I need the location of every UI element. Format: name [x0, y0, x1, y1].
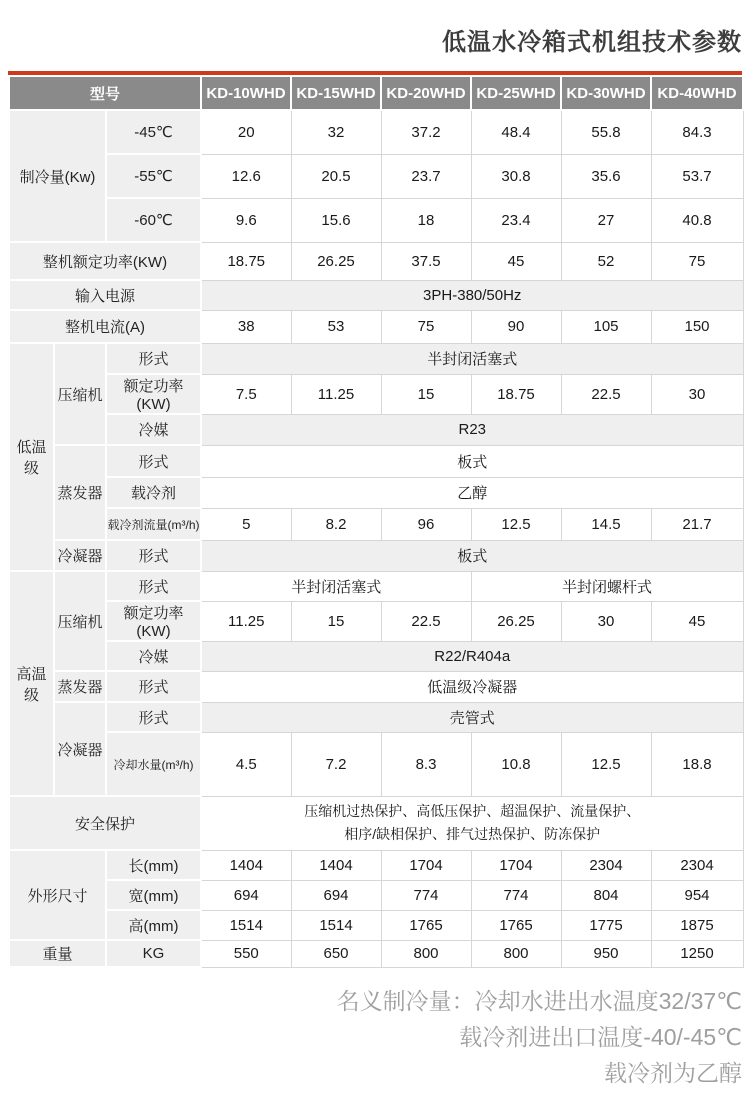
- flow-value-cell: 8.2: [291, 508, 381, 540]
- row-label-cell: 额定功率(KW): [106, 374, 201, 414]
- current-value-cell: 150: [651, 310, 743, 343]
- high-power-value-cell: 26.25: [471, 601, 561, 641]
- rated-power-value-cell: 45: [471, 242, 561, 280]
- weight-unit-cell: KG: [106, 940, 201, 967]
- capacity-value-cell: 35.6: [561, 154, 651, 198]
- capacity-value-cell: 9.6: [201, 198, 291, 242]
- current-row: [9, 310, 743, 343]
- high-compressor-type-left-cell: 半封闭活塞式: [201, 571, 471, 601]
- capacity-value-cell: 30.8: [471, 154, 561, 198]
- row-label-cell: 长(mm): [106, 850, 201, 880]
- model-header-cell: 型号: [9, 76, 201, 110]
- footnote-line: 名义制冷量：冷却水进出水温度32/37℃: [336, 988, 742, 1014]
- capacity-value-cell: 18: [381, 198, 471, 242]
- row-label-cell: 高(mm): [106, 910, 201, 940]
- dimension-value-cell: 1875: [651, 910, 743, 940]
- water-value-cell: 8.3: [381, 732, 471, 796]
- low-refrigerant-row: [9, 414, 743, 445]
- model-name-cell: KD-25WHD: [471, 76, 561, 110]
- dimension-value-cell: 804: [561, 880, 651, 910]
- low-evaporator-type-value-cell: 板式: [201, 445, 743, 477]
- weight-value-cell: 950: [561, 940, 651, 967]
- dimension-width-row: [9, 880, 743, 910]
- row-label-cell: 形式: [106, 540, 201, 571]
- capacity-label-cell: 制冷量(Kw): [9, 110, 106, 242]
- current-value-cell: 75: [381, 310, 471, 343]
- dimension-value-cell: 2304: [561, 850, 651, 880]
- water-value-cell: 18.8: [651, 732, 743, 796]
- dimension-value-cell: 774: [381, 880, 471, 910]
- high-condenser-label-cell: 冷凝器: [54, 702, 106, 796]
- capacity-value-cell: 37.2: [381, 110, 471, 154]
- current-label-cell: 整机电流(A): [9, 310, 201, 343]
- weight-value-cell: 1250: [651, 940, 743, 967]
- capacity-value-cell: 84.3: [651, 110, 743, 154]
- dimension-height-row: [9, 910, 743, 940]
- capacity-value-cell: 23.7: [381, 154, 471, 198]
- page-title: 低温水冷箱式机组技术参数: [442, 29, 742, 56]
- high-compressor-label-cell: 压缩机: [54, 571, 106, 671]
- weight-value-cell: 550: [201, 940, 291, 967]
- temp-label-cell: -55℃: [106, 154, 201, 198]
- high-refrigerant-value-cell: R22/R404a: [201, 641, 743, 671]
- low-condenser-type-value-cell: 板式: [201, 540, 743, 571]
- row-label-cell: 形式: [106, 343, 201, 374]
- high-condenser-type-value-cell: 壳管式: [201, 702, 743, 732]
- low-coolant-value-cell: 乙醇: [201, 477, 743, 508]
- dimension-value-cell: 1404: [201, 850, 291, 880]
- spec-table: [8, 75, 744, 968]
- row-label-cell: 形式: [106, 571, 201, 601]
- row-label-cell: 宽(mm): [106, 880, 201, 910]
- dimension-value-cell: 694: [291, 880, 381, 910]
- high-power-value-cell: 15: [291, 601, 381, 641]
- low-power-value-cell: 30: [651, 374, 743, 414]
- row-label-cell: 额定功率(KW): [106, 601, 201, 641]
- dimension-length-row: [9, 850, 743, 880]
- weight-value-cell: 800: [471, 940, 561, 967]
- high-power-value-cell: 22.5: [381, 601, 471, 641]
- power-supply-label-cell: 输入电源: [9, 280, 201, 310]
- low-power-value-cell: 15: [381, 374, 471, 414]
- high-power-value-cell: 30: [561, 601, 651, 641]
- capacity-row-60: [9, 198, 743, 242]
- dimension-value-cell: 1404: [291, 850, 381, 880]
- dimension-value-cell: 1514: [201, 910, 291, 940]
- water-value-cell: 10.8: [471, 732, 561, 796]
- high-power-value-cell: 11.25: [201, 601, 291, 641]
- power-supply-row: [9, 280, 743, 310]
- capacity-value-cell: 15.6: [291, 198, 381, 242]
- rated-power-row: [9, 242, 743, 280]
- dimension-value-cell: 2304: [651, 850, 743, 880]
- low-compressor-type-row: [9, 343, 743, 374]
- flow-value-cell: 5: [201, 508, 291, 540]
- dimensions-label-cell: 外形尺寸: [9, 850, 106, 940]
- low-refrigerant-value-cell: R23: [201, 414, 743, 445]
- low-power-value-cell: 11.25: [291, 374, 381, 414]
- water-value-cell: 4.5: [201, 732, 291, 796]
- safety-row: [9, 796, 743, 850]
- current-value-cell: 105: [561, 310, 651, 343]
- power-supply-value-cell: 3PH-380/50Hz: [201, 280, 743, 310]
- row-label-cell: 形式: [106, 671, 201, 702]
- model-name-cell: KD-10WHD: [201, 76, 291, 110]
- footnote-line: 载冷剂进出口温度-40/-45℃: [459, 1024, 742, 1050]
- footnote-line: 载冷剂为乙醇: [604, 1060, 742, 1086]
- dimension-value-cell: 1514: [291, 910, 381, 940]
- weight-label-cell: 重量: [9, 940, 106, 967]
- low-coolant-flow-row: [9, 508, 743, 540]
- model-name-cell: KD-20WHD: [381, 76, 471, 110]
- capacity-value-cell: 23.4: [471, 198, 561, 242]
- low-condenser-type-row: [9, 540, 743, 571]
- rated-power-value-cell: 26.25: [291, 242, 381, 280]
- safety-text-line2: 相序/缺相保护、排气过热保护、防冻保护: [344, 826, 601, 842]
- dimension-value-cell: 1765: [381, 910, 471, 940]
- low-power-value-cell: 22.5: [561, 374, 651, 414]
- capacity-value-cell: 48.4: [471, 110, 561, 154]
- weight-value-cell: 650: [291, 940, 381, 967]
- capacity-value-cell: 27: [561, 198, 651, 242]
- capacity-value-cell: 20: [201, 110, 291, 154]
- high-evaporator-label-cell: 蒸发器: [54, 671, 106, 702]
- flow-value-cell: 14.5: [561, 508, 651, 540]
- rated-power-value-cell: 52: [561, 242, 651, 280]
- footnotes: [8, 983, 742, 1091]
- row-label-cell: 冷却水量(m³/h): [106, 732, 201, 796]
- row-label-cell: 形式: [106, 702, 201, 732]
- capacity-value-cell: 55.8: [561, 110, 651, 154]
- safety-label-cell: 安全保护: [9, 796, 201, 850]
- high-compressor-type-right-cell: 半封闭螺杆式: [471, 571, 743, 601]
- high-power-value-cell: 45: [651, 601, 743, 641]
- capacity-value-cell: 12.6: [201, 154, 291, 198]
- dimension-value-cell: 1704: [471, 850, 561, 880]
- weight-value-cell: 800: [381, 940, 471, 967]
- low-power-value-cell: 18.75: [471, 374, 561, 414]
- row-label-cell: 形式: [106, 445, 201, 477]
- low-compressor-type-value-cell: 半封闭活塞式: [201, 343, 743, 374]
- rated-power-value-cell: 37.5: [381, 242, 471, 280]
- flow-value-cell: 12.5: [471, 508, 561, 540]
- dimension-value-cell: 774: [471, 880, 561, 910]
- high-compressor-power-row: [9, 601, 743, 641]
- capacity-row-45: [9, 110, 743, 154]
- high-compressor-type-row: [9, 571, 743, 601]
- row-label-cell: 冷媒: [106, 641, 201, 671]
- low-evaporator-label-cell: 蒸发器: [54, 445, 106, 540]
- model-name-cell: KD-15WHD: [291, 76, 381, 110]
- spec-page: [0, 26, 750, 1091]
- weight-row: [9, 940, 743, 967]
- low-power-value-cell: 7.5: [201, 374, 291, 414]
- current-value-cell: 38: [201, 310, 291, 343]
- temp-label-cell: -60℃: [106, 198, 201, 242]
- capacity-value-cell: 40.8: [651, 198, 743, 242]
- low-coolant-row: [9, 477, 743, 508]
- safety-value-cell: [201, 796, 743, 850]
- high-evaporator-type-value-cell: 低温级冷凝器: [201, 671, 743, 702]
- capacity-value-cell: 53.7: [651, 154, 743, 198]
- low-compressor-label-cell: 压缩机: [54, 343, 106, 445]
- low-evaporator-type-row: [9, 445, 743, 477]
- dimension-value-cell: 694: [201, 880, 291, 910]
- row-label-cell: 冷媒: [106, 414, 201, 445]
- flow-value-cell: 21.7: [651, 508, 743, 540]
- capacity-value-cell: 20.5: [291, 154, 381, 198]
- current-value-cell: 90: [471, 310, 561, 343]
- high-evaporator-type-row: [9, 671, 743, 702]
- low-condenser-label-cell: 冷凝器: [54, 540, 106, 571]
- model-name-cell: KD-40WHD: [651, 76, 743, 110]
- model-name-cell: KD-30WHD: [561, 76, 651, 110]
- row-label-cell: 载冷剂流量(m³/h): [106, 508, 201, 540]
- temp-label-cell: -45℃: [106, 110, 201, 154]
- high-condenser-type-row: [9, 702, 743, 732]
- low-compressor-power-row: [9, 374, 743, 414]
- row-label-cell: 载冷剂: [106, 477, 201, 508]
- high-stage-label-cell: 高温级: [9, 571, 54, 796]
- water-value-cell: 7.2: [291, 732, 381, 796]
- dimension-value-cell: 1704: [381, 850, 471, 880]
- flow-value-cell: 96: [381, 508, 471, 540]
- cooling-water-row: [9, 732, 743, 796]
- low-stage-label-cell: 低温级: [9, 343, 54, 571]
- water-value-cell: 12.5: [561, 732, 651, 796]
- rated-power-value-cell: 75: [651, 242, 743, 280]
- dimension-value-cell: 954: [651, 880, 743, 910]
- safety-text-line1: 压缩机过热保护、高低压保护、超温保护、流量保护、: [304, 802, 641, 819]
- high-refrigerant-row: [9, 641, 743, 671]
- rated-power-value-cell: 18.75: [201, 242, 291, 280]
- header-row: [9, 76, 743, 110]
- rated-power-label-cell: 整机额定功率(KW): [9, 242, 201, 280]
- dimension-value-cell: 1765: [471, 910, 561, 940]
- capacity-row-55: [9, 154, 743, 198]
- current-value-cell: 53: [291, 310, 381, 343]
- dimension-value-cell: 1775: [561, 910, 651, 940]
- capacity-value-cell: 32: [291, 110, 381, 154]
